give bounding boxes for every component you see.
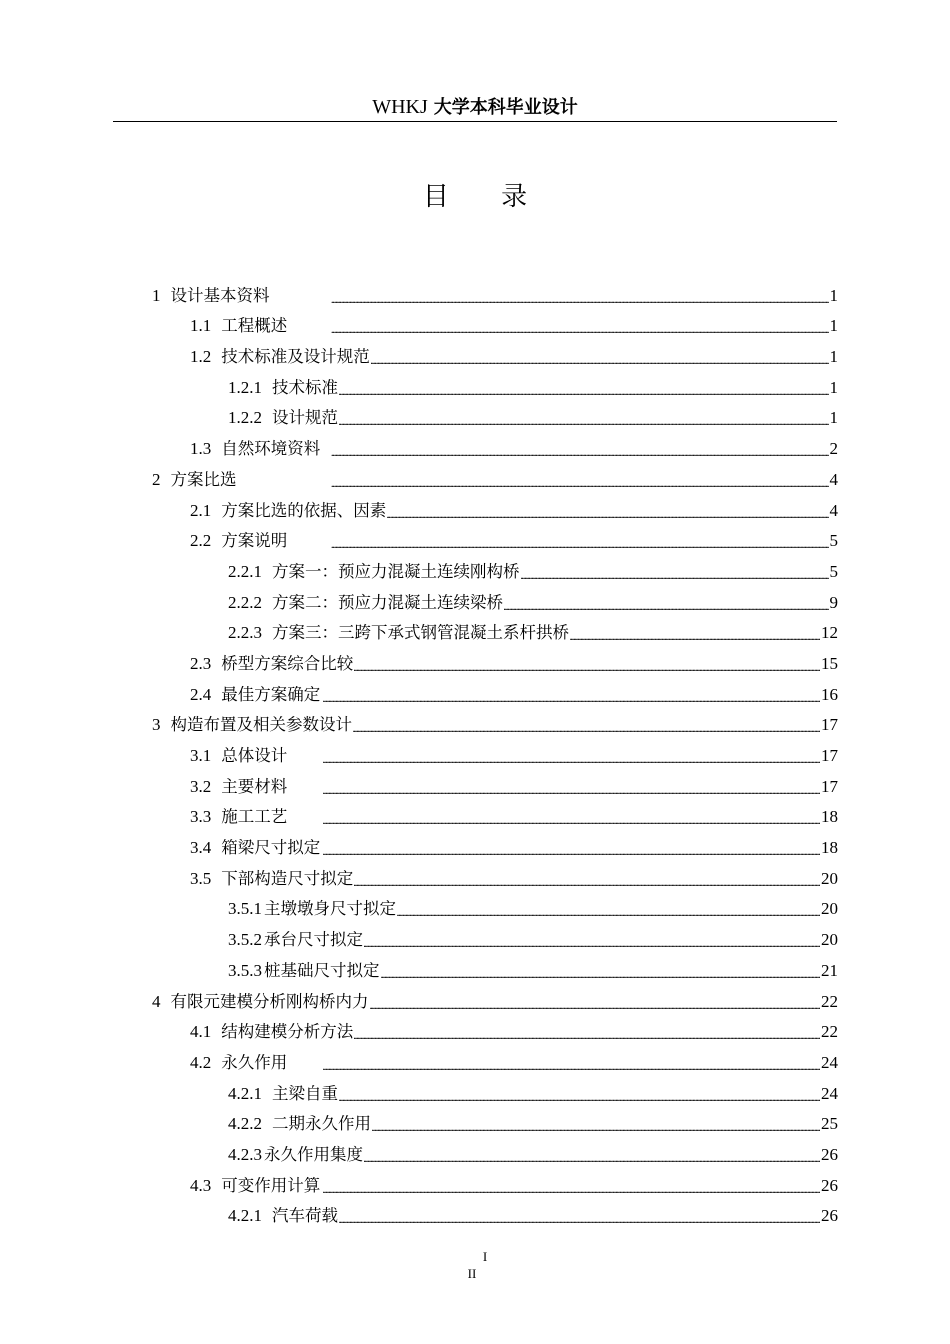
toc-entry-page: 26	[821, 1206, 838, 1226]
toc-entry-number: 3.3	[190, 807, 212, 827]
toc-leader-dots	[370, 992, 821, 1012]
toc-entry-page: 26	[821, 1175, 838, 1195]
toc-entry-title: 技术标准	[272, 377, 338, 397]
toc-entry-title: 桩基础尺寸拟定	[264, 960, 380, 980]
toc-entry[interactable]	[152, 950, 838, 981]
toc-entry-title: 二期永久作用	[272, 1114, 371, 1134]
toc-entry-number: 1.2.2	[228, 408, 262, 428]
toc-leader-dots	[238, 470, 829, 490]
toc-entry-number: 3.5.1	[228, 899, 262, 919]
toc-leader-dots	[288, 746, 820, 766]
toc-leader-dots	[339, 1084, 820, 1104]
toc-entry-title: 永久作用集度	[264, 1144, 363, 1164]
toc-entry-number: 4.2	[190, 1052, 212, 1072]
toc-entry[interactable]	[152, 582, 838, 613]
table-of-contents	[152, 275, 838, 1226]
toc-entry-page: 21	[821, 960, 838, 980]
toc-entry-page: 22	[821, 991, 838, 1011]
toc-entry[interactable]	[152, 367, 838, 398]
toc-entry-number: 3.4	[190, 838, 212, 858]
toc-leader-dots	[288, 1053, 820, 1073]
toc-entry-number: 4.1	[190, 1022, 212, 1042]
toc-entry[interactable]	[152, 398, 838, 429]
toc-entry-page: 22	[821, 1022, 838, 1042]
page-header	[113, 92, 837, 122]
toc-entry-number: 2.2.3	[228, 623, 262, 643]
toc-entry-title: 总体设计	[221, 746, 288, 765]
toc-entry-title: 主墩墩身尺寸拟定	[264, 899, 396, 919]
toc-leader-dots	[364, 930, 820, 950]
toc-entry-title: 永久作用	[221, 1052, 288, 1072]
toc-leader-dots	[339, 1206, 820, 1226]
toc-entry-page: 26	[821, 1144, 838, 1164]
toc-entry[interactable]	[152, 1104, 838, 1135]
toc-entry-page: 17	[821, 746, 838, 765]
toc-leader-dots	[339, 378, 829, 398]
toc-entry-page: 1	[829, 285, 838, 305]
toc-entry-number: 2.2.1	[228, 561, 262, 581]
toc-entry-number: 1.3	[190, 439, 212, 459]
toc-entry[interactable]	[152, 643, 838, 674]
toc-leader-dots	[354, 869, 820, 889]
toc-leader-dots	[288, 531, 828, 551]
toc-entry-page: 1	[829, 377, 838, 397]
toc-leader-dots	[321, 838, 820, 858]
toc-leader-dots	[288, 777, 820, 797]
toc-entry-number: 1.2.1	[228, 377, 262, 397]
toc-entry-number: 4.2.2	[228, 1114, 262, 1134]
toc-leader-dots	[381, 961, 821, 981]
toc-entry-page: 15	[821, 653, 838, 673]
toc-entry-number: 1	[152, 285, 161, 305]
toc-entry-title: 主梁自重	[272, 1083, 338, 1103]
toc-leader-dots	[288, 316, 828, 336]
toc-leader-dots	[321, 1176, 820, 1196]
toc-entry-page: 17	[821, 776, 838, 796]
toc-entry[interactable]	[152, 306, 838, 337]
toc-leader-dots	[521, 562, 829, 582]
toc-entry-number: 4.3	[190, 1175, 212, 1195]
toc-leader-dots	[321, 439, 828, 459]
toc-entry-number: 3	[152, 715, 161, 735]
toc-entry-title: 桥型方案综合比较	[221, 653, 354, 673]
toc-entry[interactable]	[152, 1012, 838, 1043]
toc-entry-page: 16	[821, 684, 838, 704]
toc-entry-number: 4	[152, 991, 161, 1011]
toc-entry-number: 2.1	[190, 500, 212, 520]
toc-entry-page: 18	[821, 807, 838, 827]
header-latin: WHKJ	[372, 96, 428, 118]
toc-entry[interactable]	[152, 428, 838, 459]
toc-leader-dots	[372, 1114, 820, 1134]
toc-leader-dots	[288, 807, 820, 827]
toc-leader-dots	[354, 1022, 820, 1042]
toc-leader-dots	[570, 623, 820, 643]
toc-entry[interactable]	[152, 919, 838, 950]
toc-entry[interactable]	[152, 827, 838, 858]
toc-entry-number: 3.5.3	[228, 960, 262, 980]
toc-entry[interactable]	[152, 613, 838, 644]
toc-entry[interactable]	[152, 521, 838, 552]
toc-entry-title: 方案比选的依据、因素	[221, 500, 387, 520]
toc-title: 目 录	[422, 182, 550, 212]
toc-entry-page: 12	[821, 623, 838, 643]
toc-entry[interactable]	[152, 981, 838, 1012]
page-number-1: I	[482, 1249, 488, 1264]
toc-entry-number: 4.2.1	[228, 1083, 262, 1103]
toc-entry-title: 下部构造尺寸拟定	[221, 868, 354, 888]
page-number-2: II	[467, 1266, 477, 1281]
toc-entry[interactable]	[152, 490, 838, 521]
toc-entry-title: 最佳方案确定	[221, 684, 321, 704]
toc-leader-dots	[397, 899, 820, 919]
toc-leader-dots	[504, 593, 829, 613]
toc-entry-title: 施工工艺	[221, 807, 288, 827]
toc-entry-page: 25	[821, 1114, 838, 1134]
toc-entry[interactable]	[152, 1165, 838, 1196]
toc-entry-title: 设计基本资料	[170, 285, 270, 305]
toc-entry[interactable]	[152, 705, 838, 736]
toc-entry-number: 2.2	[190, 531, 212, 551]
toc-entry[interactable]	[152, 735, 838, 766]
toc-entry-title: 可变作用计算	[221, 1175, 321, 1195]
toc-leader-dots	[271, 286, 829, 306]
toc-entry-page: 5	[829, 531, 838, 551]
toc-entry-title: 有限元建模分析刚构桥内力	[170, 991, 369, 1011]
toc-leader-dots	[321, 685, 820, 705]
toc-entry-title: 汽车荷载	[272, 1206, 338, 1226]
toc-entry-title: 箱梁尺寸拟定	[221, 838, 321, 858]
toc-entry[interactable]	[152, 858, 838, 889]
toc-entry[interactable]	[152, 275, 838, 306]
toc-entry-number: 3.5	[190, 868, 212, 888]
toc-leader-dots	[353, 715, 820, 735]
toc-entry-page: 1	[829, 316, 838, 336]
toc-entry-page: 24	[821, 1083, 838, 1103]
toc-entry-number: 2.4	[190, 684, 212, 704]
toc-entry-title: 工程概述	[221, 316, 288, 336]
toc-entry-number: 3.1	[190, 746, 212, 765]
toc-entry-number: 2.2.2	[228, 592, 262, 612]
toc-entry-number: 1.1	[190, 316, 212, 336]
toc-entry-title: 方案三：三跨下承式钢管混凝土系杆拱桥	[272, 623, 569, 643]
toc-entry-page: 4	[829, 469, 838, 489]
toc-entry-page: 1	[829, 408, 838, 428]
toc-entry-number: 2	[152, 469, 161, 489]
toc-entry[interactable]	[152, 1196, 838, 1227]
toc-leader-dots	[354, 654, 820, 674]
toc-entry-number: 4.2.3	[228, 1144, 262, 1164]
toc-entry[interactable]	[152, 1073, 838, 1104]
toc-entry-title: 结构建模分析方法	[221, 1022, 354, 1042]
toc-entry-title: 方案说明	[221, 531, 288, 551]
toc-entry-title: 主要材料	[221, 776, 288, 796]
toc-entry-page: 5	[829, 561, 838, 581]
toc-entry[interactable]	[152, 674, 838, 705]
toc-entry-page: 20	[821, 868, 838, 888]
toc-entry-title: 构造布置及相关参数设计	[170, 715, 352, 735]
toc-entry-page: 2	[829, 439, 838, 459]
toc-entry-title: 方案比选	[170, 469, 237, 489]
toc-entry-title: 承台尺寸拟定	[264, 930, 363, 950]
toc-entry-number: 3.2	[190, 776, 212, 796]
toc-entry[interactable]	[152, 336, 838, 367]
toc-entry-page: 17	[821, 715, 838, 735]
toc-entry-page: 20	[821, 930, 838, 950]
toc-leader-dots	[387, 501, 828, 521]
toc-entry-page: 1	[829, 347, 838, 367]
toc-entry-page: 4	[829, 500, 838, 520]
toc-entry-page: 9	[829, 592, 838, 612]
toc-entry[interactable]	[152, 551, 838, 582]
header-title: 大学本科毕业设计	[433, 97, 578, 118]
toc-entry-number: 1.2	[190, 347, 212, 367]
toc-entry[interactable]	[152, 1042, 838, 1073]
toc-leader-dots	[339, 408, 829, 428]
toc-entry-title: 设计规范	[272, 408, 338, 428]
header-rule	[113, 121, 837, 122]
toc-entry[interactable]	[152, 889, 838, 920]
toc-entry-number: 4.2.1	[228, 1206, 262, 1226]
toc-leader-dots	[364, 1145, 820, 1165]
toc-entry-page: 20	[821, 899, 838, 919]
toc-entry-title: 方案一：预应力混凝土连续刚构桥	[272, 561, 520, 581]
toc-entry-title: 方案二：预应力混凝土连续梁桥	[272, 592, 503, 612]
toc-entry-page: 18	[821, 838, 838, 858]
toc-entry[interactable]	[152, 766, 838, 797]
toc-entry-page: 24	[821, 1052, 838, 1072]
toc-entry-title: 技术标准及设计规范	[221, 347, 370, 367]
toc-entry[interactable]	[152, 797, 838, 828]
toc-leader-dots	[371, 347, 829, 367]
toc-entry-number: 2.3	[190, 653, 212, 673]
toc-entry-number: 3.5.2	[228, 930, 262, 950]
toc-entry[interactable]	[152, 459, 838, 490]
toc-entry-title: 自然环境资料	[221, 439, 321, 459]
toc-entry[interactable]	[152, 1134, 838, 1165]
